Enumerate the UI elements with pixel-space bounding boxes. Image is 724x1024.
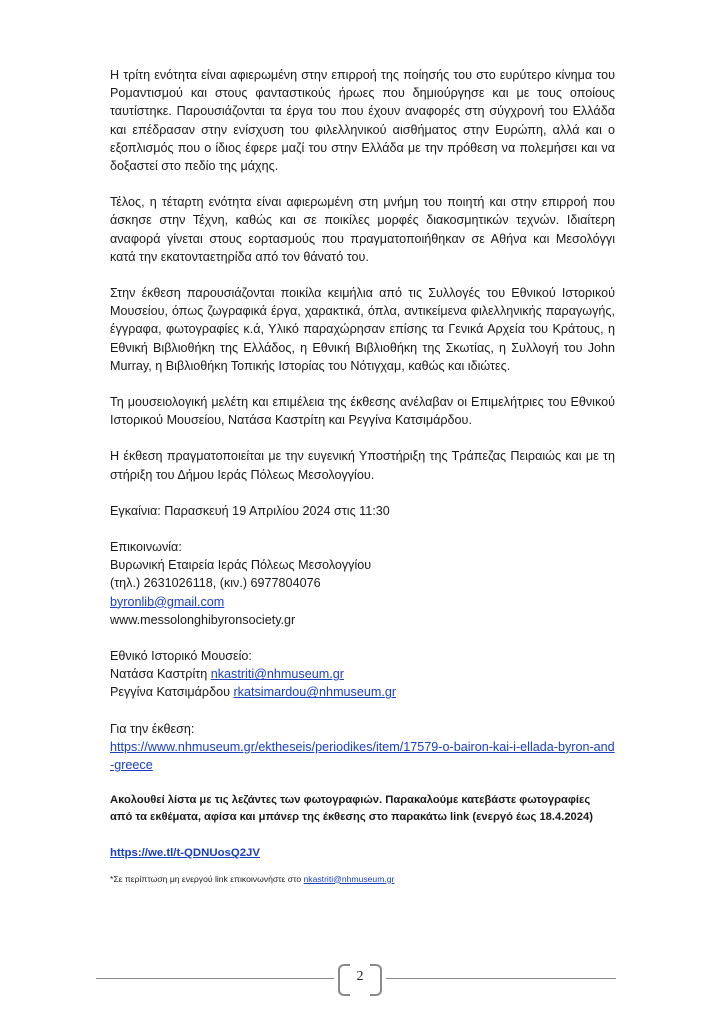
- contact-website: www.messolonghibyronsociety.gr: [110, 612, 296, 627]
- transfer-link[interactable]: https://we.tl/t-QDNUosQ2JV: [110, 847, 260, 860]
- footnote: [110, 873, 615, 885]
- paragraph-sponsors: Η έκθεση πραγματοποιείται με την ευγενική Υποστήριξη της Τράπεζας Πειραιώς και με τη στήριξη του Δήμου Ιεράς Πόλεως Μεσολογγίου.: [110, 449, 615, 482]
- page-number-box: [334, 960, 386, 994]
- exhibition-block: [110, 720, 615, 775]
- page-number: 2: [356, 969, 364, 984]
- contact-email-link[interactable]: byronlib@gmail.com: [110, 594, 225, 609]
- paragraph-exhibits: Στην έκθεση παρουσιάζονται ποικίλα κειμήλια από τις Συλλογές του Εθνικού Ιστορικού Μουσείου, όπως ζωγραφικά έργα, χαρακτικά, όπλα, αντικείμενα φιλελληνικής παραγωγής, έγγραφα, φωτογραφίες κ.ά, Υλικό παραχώρησαν επίσης τα Γενικά Αρχεία του Κράτους, η Εθνική Βιβλιοθήκη της Ελλάδος, η Εθνική Βιβλιοθήκη της Σκωτίας, η Συλλογή του John Murray, η Βιβλιοθήκη Τοπικής Ιστορίας του Νότιγχαμ, καθώς και ιδιώτες.: [110, 286, 615, 373]
- document-body: [110, 66, 615, 885]
- paragraph-fourth-section: Τέλος, η τέταρτη ενότητα είναι αφιερωμένη στη μνήμη του ποιητή και στην επιρροή που άσκησε στην Τέχνη, καθώς και σε ποικίλες μορφές διακοσμητικών τεχνών. Ιδιαίτερη αναφορά γίνεται στους εορτασμούς που πραγματοποιήθηκαν σε Αθήνα και Μεσολόγγι κατά την εκατονταετηρίδα από τον θάνατό του.: [110, 195, 615, 264]
- paragraph-curators: Τη μουσειολογική μελέτη και επιμέλεια της έκθεσης ανέλαβαν οι Επιμελήτριες του Εθνικού Ιστορικού Μουσείου, Νατάσα Καστρίτη και Ρεγγίνα Κατσιμάρδου.: [110, 395, 615, 428]
- footnote-text: *Σε περίπτωση μη ενεργού link επικοινωνήστε στο: [110, 873, 304, 884]
- museum-person2-name: Ρεγγίνα Κατσιμάρδου: [110, 685, 230, 700]
- museum-person2-email-link[interactable]: rkatsimardou@nhmuseum.gr: [233, 685, 397, 700]
- museum-person1-name: Νατάσα Καστρίτη: [110, 667, 208, 682]
- contact-org: Βυρωνική Εταιρεία Ιεράς Πόλεως Μεσολογγίου: [110, 558, 372, 573]
- contact-heading: Επικοινωνία:: [110, 540, 182, 555]
- paragraph-third-section: Η τρίτη ενότητα είναι αφιερωμένη στην επιρροή της ποίησής του στο ευρύτερο κίνημα του Ρομαντισμού και στους φανταστικούς ήρωες που δημιούργησε και με τους οποίους ταυτίστηκε. Παρουσιάζονται τα έργα του που έχουν αναφορές στη σύγχρονή του Ελλάδα και επέδρασαν στην ενίσχυση του φιλελληνικού αισθήματος στην Ευρώπη, αλλά και ο εξοπλισμός που ο ίδιος έφερε μαζί του στην Ελλάδα με την πρόθεση να πολεμήσει και να δοξαστεί στο πεδίο της μάχης.: [110, 68, 615, 174]
- contact-block: [110, 538, 615, 629]
- page-footer: [96, 958, 616, 994]
- museum-person1-email-link[interactable]: nkastriti@nhmuseum.gr: [210, 667, 344, 682]
- photo-notice: Ακολουθεί λίστα με τις λεζάντες των φωτογραφιών. Παρακαλούμε κατεβάστε φωτογραφίες από τα εκθέματα, αφίσα και μπάνερ της έκθεσης στο παρακάτω link (ενεργό έως 18.4.2024): [110, 794, 593, 824]
- contact-phones: (τηλ.) 2631026118, (κιν.) 6977804076: [110, 576, 321, 591]
- exhibition-url-link[interactable]: https://www.nhmuseum.gr/ektheseis/periodikes/item/17579-o-bairon-kai-i-ellada-byron-and-greece: [110, 739, 615, 773]
- museum-heading: Εθνικό Ιστορικό Μουσείο:: [110, 649, 252, 664]
- footnote-email-link[interactable]: nkastriti@nhmuseum.gr: [303, 873, 395, 884]
- exhibition-heading: Για την έκθεση:: [110, 721, 195, 736]
- museum-block: [110, 647, 615, 702]
- opening-date: Εγκαίνια: Παρασκευή 19 Απριλίου 2024 στις 11:30: [110, 503, 390, 518]
